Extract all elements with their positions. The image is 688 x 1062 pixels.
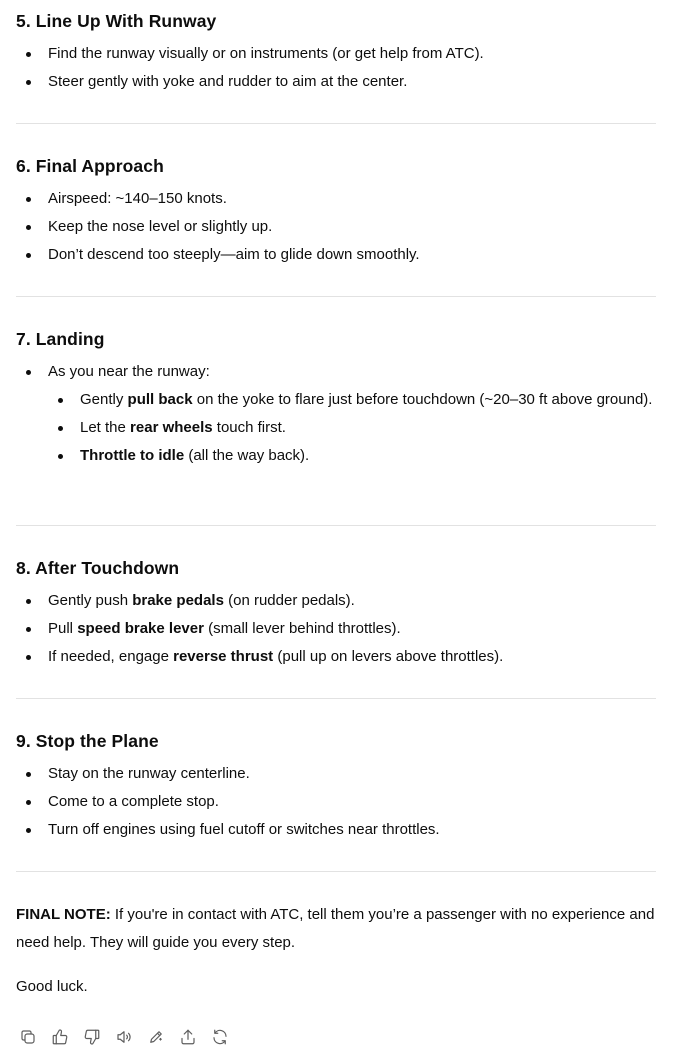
share-icon [179, 1028, 197, 1046]
regenerate-button[interactable] [208, 1025, 232, 1049]
message-actions [16, 1025, 232, 1049]
thumbs-down-icon [83, 1028, 101, 1046]
bullet-list [16, 358, 656, 470]
final-note [16, 901, 656, 1001]
list-item: Pull speed brake lever (small lever behind throttles). [16, 615, 656, 643]
list-item: Keep the nose level or slightly up. [16, 213, 656, 241]
list-item: Stay on the runway centerline. [16, 760, 656, 788]
section-heading: 5. Line Up With Runway [16, 11, 217, 31]
copy-icon [19, 1028, 37, 1046]
list-item: Find the runway visually or on instruments (or get help from ATC). [16, 40, 656, 68]
divider [16, 871, 656, 872]
read-aloud-button[interactable] [112, 1025, 136, 1049]
section-heading: 6. Final Approach [16, 156, 164, 176]
thumbs-up-button[interactable] [48, 1025, 72, 1049]
section-landing [16, 328, 656, 470]
section-after-touchdown [16, 557, 656, 671]
copy-button[interactable] [16, 1025, 40, 1049]
list-item: Gently pull back on the yoke to flare just before touchdown (~20–30 ft above ground). [48, 386, 656, 414]
list-item: Steer gently with yoke and rudder to aim at the center. [16, 68, 656, 96]
bullet-list [16, 185, 656, 269]
divider [16, 698, 656, 699]
list-item: Gently push brake pedals (on rudder pedals). [16, 587, 656, 615]
divider [16, 123, 656, 124]
section-stop-the-plane [16, 730, 656, 844]
thumbs-up-icon [51, 1028, 69, 1046]
list-item: Let the rear wheels touch first. [48, 414, 656, 442]
edit-icon [147, 1028, 165, 1046]
list-item: Come to a complete stop. [16, 788, 656, 816]
list-item: If needed, engage reverse thrust (pull up on levers above throttles). [16, 643, 656, 671]
list-item: Turn off engines using fuel cutoff or switches near throttles. [16, 816, 656, 844]
section-heading: 8. After Touchdown [16, 558, 180, 578]
bullet-list [16, 587, 656, 671]
closing-text: Good luck. [16, 978, 88, 995]
bullet-list [16, 40, 656, 96]
final-note-paragraph: FINAL NOTE: If you're in contact with ATC, tell them you’re a passenger with no experience and need help. They will guide you every step. [16, 906, 655, 951]
thumbs-down-button[interactable] [80, 1025, 104, 1049]
regenerate-icon [211, 1028, 229, 1046]
section-heading: 7. Landing [16, 329, 105, 349]
section-line-up [16, 10, 656, 96]
divider [16, 296, 656, 297]
read-aloud-icon [115, 1028, 133, 1046]
section-heading: 9. Stop the Plane [16, 731, 159, 751]
list-item: As you near the runway: Gently pull back on the yoke to flare just before touchdown (~20–30 ft above ground). Let the rear wheels touch first. Throttle to idle (all the way back). [16, 358, 656, 470]
list-item: Airspeed: ~140–150 knots. [16, 185, 656, 213]
bullet-list [16, 760, 656, 844]
list-item: Don’t descend too steeply—aim to glide down smoothly. [16, 241, 656, 269]
list-item: Throttle to idle (all the way back). [48, 442, 656, 470]
share-button[interactable] [176, 1025, 200, 1049]
divider [16, 525, 656, 526]
sub-bullet-list [48, 386, 656, 470]
section-final-approach [16, 155, 656, 269]
edit-button[interactable] [144, 1025, 168, 1049]
